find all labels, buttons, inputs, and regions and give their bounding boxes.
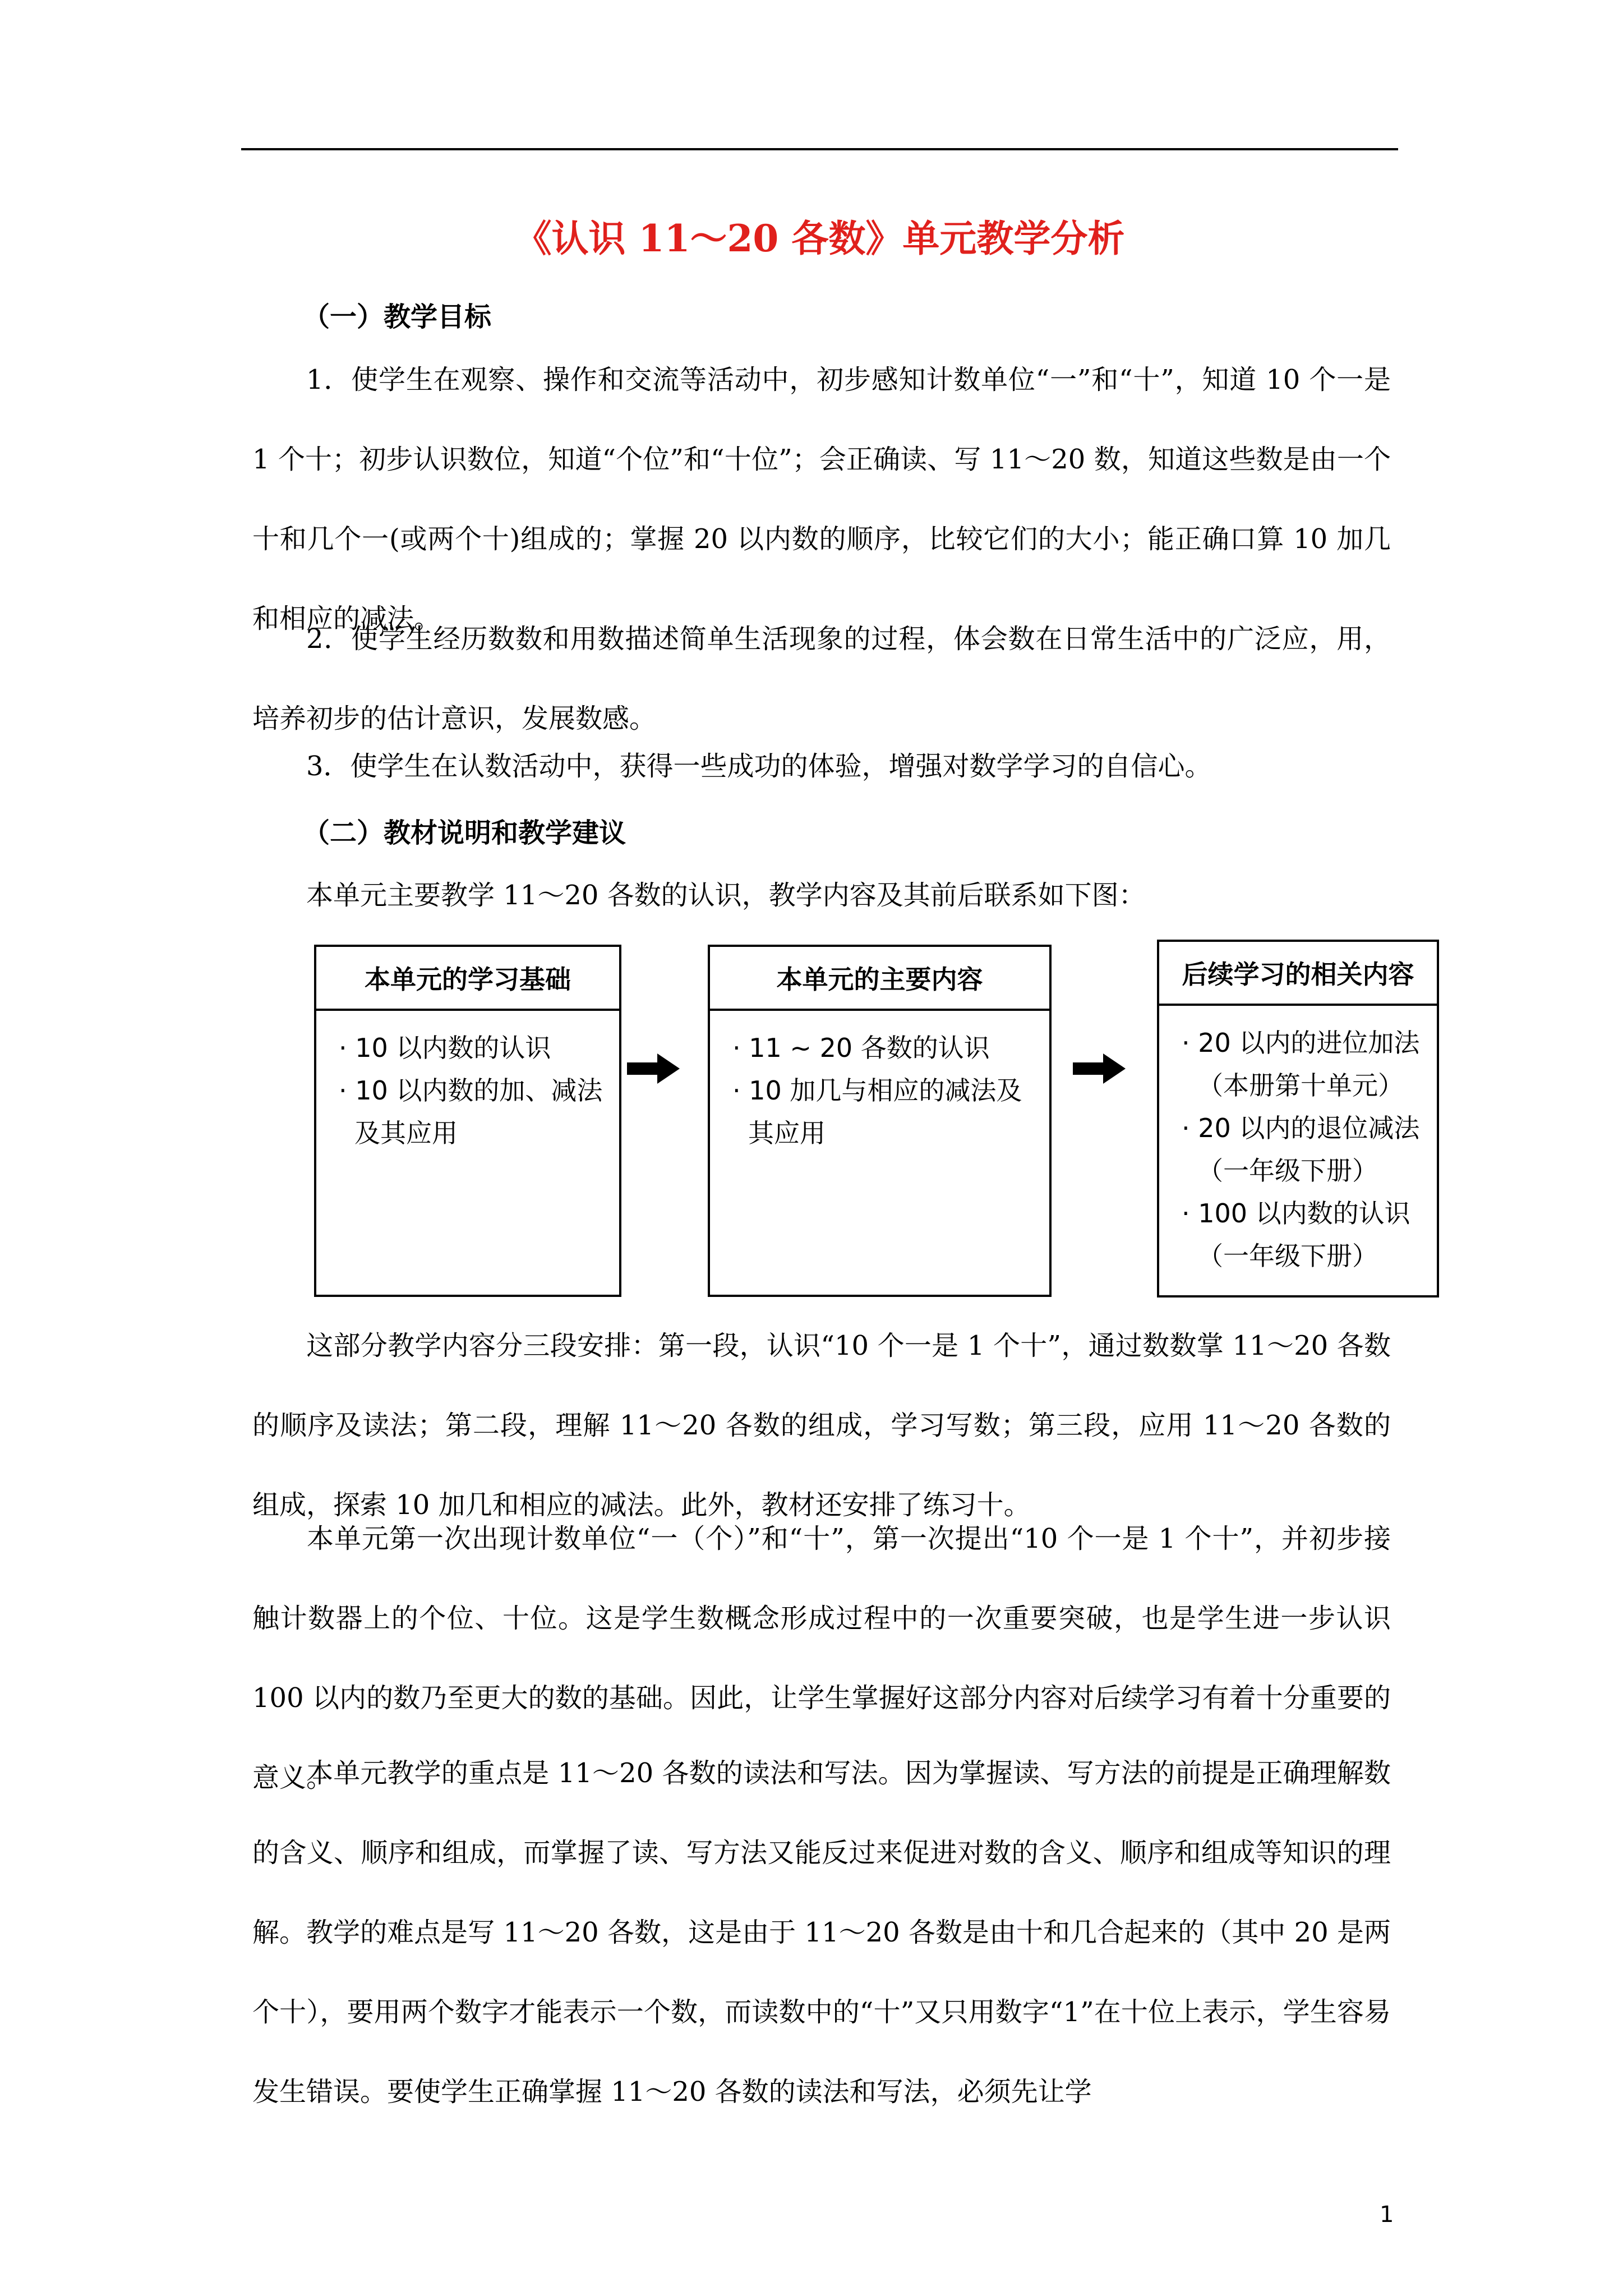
paragraph-significance: 本单元第一次出现计数单位“一（个）”和“十”，第一次提出“10 个一是 1 个十”，并初步接触计数器上的个位、十位。这是学生数概念形成过程中的一次重要突破，也是学生进一步认识 100 以内的数乃至更大的数的基础。因此，让学生掌握好这部分内容对后续学习有着十分重要的意义。	[252, 1523, 1391, 1793]
right-arrow-icon	[1068, 1049, 1130, 1088]
box-item: · 20 以内的退位减法（一年级下册）	[1182, 1113, 1420, 1186]
section-heading-materials: （二）教材说明和教学建议	[303, 817, 626, 849]
box-item: · 10 以内数的认识	[339, 1033, 551, 1063]
box-item: · 20 以内的进位加法（本册第十单元）	[1182, 1028, 1420, 1101]
diagram-box-foundation	[314, 945, 621, 1297]
box-item: · 10 以内数的加、减法及其应用	[339, 1075, 603, 1148]
paragraph-key-points: 本单元教学的重点是 11～20 各数的读法和写法。因为掌握读、写方法的前提是正确理解数的含义、顺序和组成，而掌握了读、写方法又能反过来促进对数的含义、顺序和组成等知识的理解。教学的难点是写 11～20 各数，这是由于 11～20 各数是由十和几合起来的（其中 20 是两个十），要用两个数字才能表示一个数，而读数中的“十”又只用数字“1”在十位上表示，学生容易发生错误。要使学生正确掌握 11～20 各数的读法和写法，必须先让学	[252, 1757, 1391, 2108]
objective-2: 2．使学生经历数数和用数描述简单生活现象的过程，体会数在日常生活中的广泛应，用，培养初步的估计意识，发展数感。	[252, 623, 1391, 734]
section-heading-objectives: （一）教学目标	[303, 301, 492, 333]
paragraph-arrangement: 这部分教学内容分三段安排：第一段，认识“10 个一是 1 个十”，通过数数掌 11～20 各数的顺序及读法；第二段，理解 11～20 各数的组成，学习写数；第三段，应用 11～20 各数的组成，探索 10 加几和相应的减法。此外，教材还安排了练习十。	[252, 1330, 1391, 1521]
box-item: · 11 ~ 20 各数的认识	[732, 1033, 990, 1063]
diagram-intro: 本单元主要教学 11～20 各数的认识，教学内容及其前后联系如下图：	[306, 880, 1146, 911]
box-item: · 100 以内数的认识（一年级下册）	[1182, 1198, 1410, 1271]
box-item: · 10 加几与相应的减法及其应用	[732, 1075, 1022, 1148]
box-title: 本单元的主要内容	[710, 947, 1049, 1011]
objective-1: 1．使学生在观察、操作和交流等活动中，初步感知计数单位“一”和“十”，知道 10 个一是 1 个十；初步认识数位，知道“个位”和“十位”；会正确读、写 11～20 数，知道这些数是由一个十和几个一(或两个十)组成的；掌握 20 以内数的顺序，比较它们的大小；能正确口算 10 加几和相应的减法。	[252, 364, 1391, 634]
diagram-box-follow-up	[1157, 940, 1439, 1297]
right-arrow-icon	[623, 1049, 684, 1088]
header-rule	[241, 148, 1398, 150]
objective-3: 3．使学生在认数活动中，获得一些成功的体验，增强对数学学习的自信心。	[306, 751, 1212, 782]
document-title: 《认识 11～20 各数》单元教学分析	[514, 217, 1125, 260]
diagram-box-main-content	[708, 945, 1052, 1297]
box-title: 本单元的学习基础	[316, 947, 619, 1011]
page-number: 1	[1380, 2202, 1394, 2228]
box-title: 后续学习的相关内容	[1159, 942, 1437, 1006]
